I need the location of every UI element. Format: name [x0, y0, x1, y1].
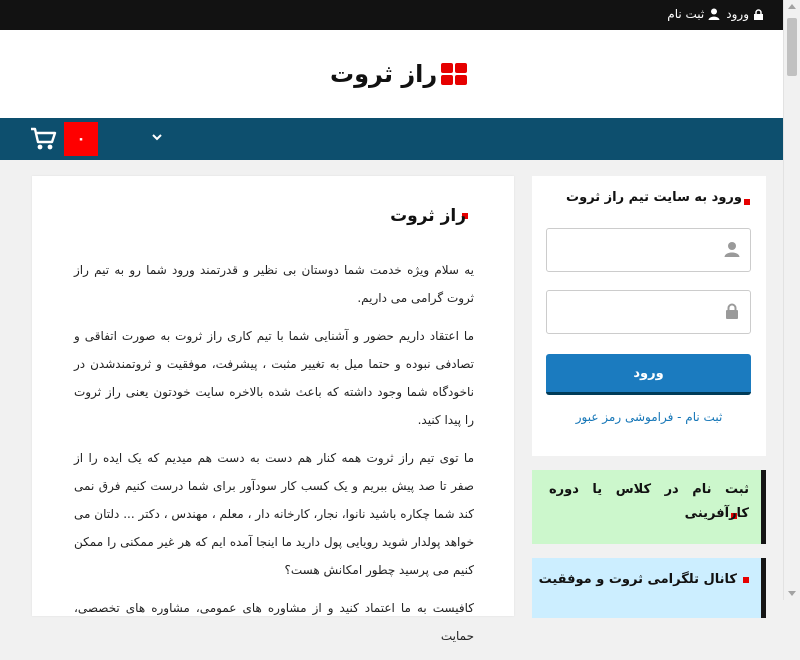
username-input[interactable] — [546, 228, 751, 272]
user-icon — [724, 241, 740, 257]
bullet-icon — [744, 199, 750, 205]
site-header — [0, 30, 784, 118]
lock-icon — [724, 303, 740, 319]
link-separator: - — [673, 410, 686, 424]
scroll-up-icon[interactable] — [788, 4, 796, 9]
scroll-down-icon[interactable] — [788, 591, 796, 596]
forgot-password-link[interactable]: فراموشی رمز عبور — [575, 410, 674, 424]
site-title: راز ثروت — [330, 60, 438, 88]
main-nav — [0, 118, 784, 160]
logo-mark-icon — [441, 63, 467, 85]
scrollbar-thumb[interactable] — [787, 18, 797, 76]
course-card[interactable] — [532, 470, 766, 544]
paragraph: یه سلام ویژه خدمت شما دوستان بی نظیر و قدرتمند ورود شما رو به تیم راز ثروت گرامی می داریم. — [74, 263, 474, 305]
chevron-down-icon[interactable] — [152, 130, 162, 144]
telegram-card-label: کانال تلگرامی ثروت و موفقیت — [538, 572, 737, 587]
course-card-label: ثبت نام در کلاس یا دوره کارآفرینی — [549, 482, 749, 521]
login-link-label: ورود — [726, 7, 749, 21]
shopping-cart-icon[interactable] — [30, 126, 58, 152]
login-link[interactable] — [726, 7, 764, 21]
top-links — [667, 7, 764, 21]
cart-count-badge[interactable]: ۰ — [64, 122, 98, 156]
register-link-label: ثبت نام — [667, 7, 705, 21]
user-icon — [708, 8, 720, 20]
login-title: ورود به سایت تیم راز ثروت — [566, 190, 742, 205]
register-link[interactable] — [667, 7, 720, 21]
login-box — [532, 176, 766, 456]
main-title: راز ثروت — [390, 206, 466, 226]
main-content — [32, 176, 514, 643]
bullet-icon — [743, 577, 749, 583]
paragraph: ما اعتقاد داریم حضور و آشنایی شما با تیم کاری راز ثروت به صورت اتفاقی و تصادفی نبوده و حتما میل به تغییر مثبت ، پیشرفت، موفقیت و ثروتمندشدن در ناخودگاه شما وجود داشته که باعث شده بالاخره سایت خودتون یعنی راز ثروت را پیدا کنید. — [74, 329, 474, 427]
paragraph: ما توی تیم راز ثروت همه کنار هم دست به دست هم میدیم که یک ایده را از صفر تا صد پیش ببریم و یک کسب کار سودآور برای شما درست کنیم فرق نمی کند شما چکاره باشید نانوا، نجار، کارخانه دار ، معلم ، مهندس ، دکتر ... دلتان می خواهد پولدار شوید رویایی پول دارید ما اینجا آمده ایم که هر غیر ممکنی را ممکن کنیم می پرسید چطور امکانش هست؟ — [74, 451, 474, 577]
paragraph: کافیست به ما اعتماد کنید و از مشاوره های عمومی، مشاوره های تخصصی، حمایت — [74, 601, 474, 643]
telegram-card[interactable] — [532, 558, 766, 618]
page-scrollbar[interactable] — [783, 0, 800, 600]
site-logo[interactable] — [330, 60, 467, 88]
register-link[interactable]: ثبت نام — [685, 410, 723, 424]
lock-icon — [753, 9, 764, 20]
login-button[interactable]: ورود — [546, 354, 751, 395]
login-links — [532, 410, 766, 424]
top-bar — [0, 0, 784, 30]
password-input[interactable] — [546, 290, 751, 334]
main-body — [74, 256, 474, 660]
